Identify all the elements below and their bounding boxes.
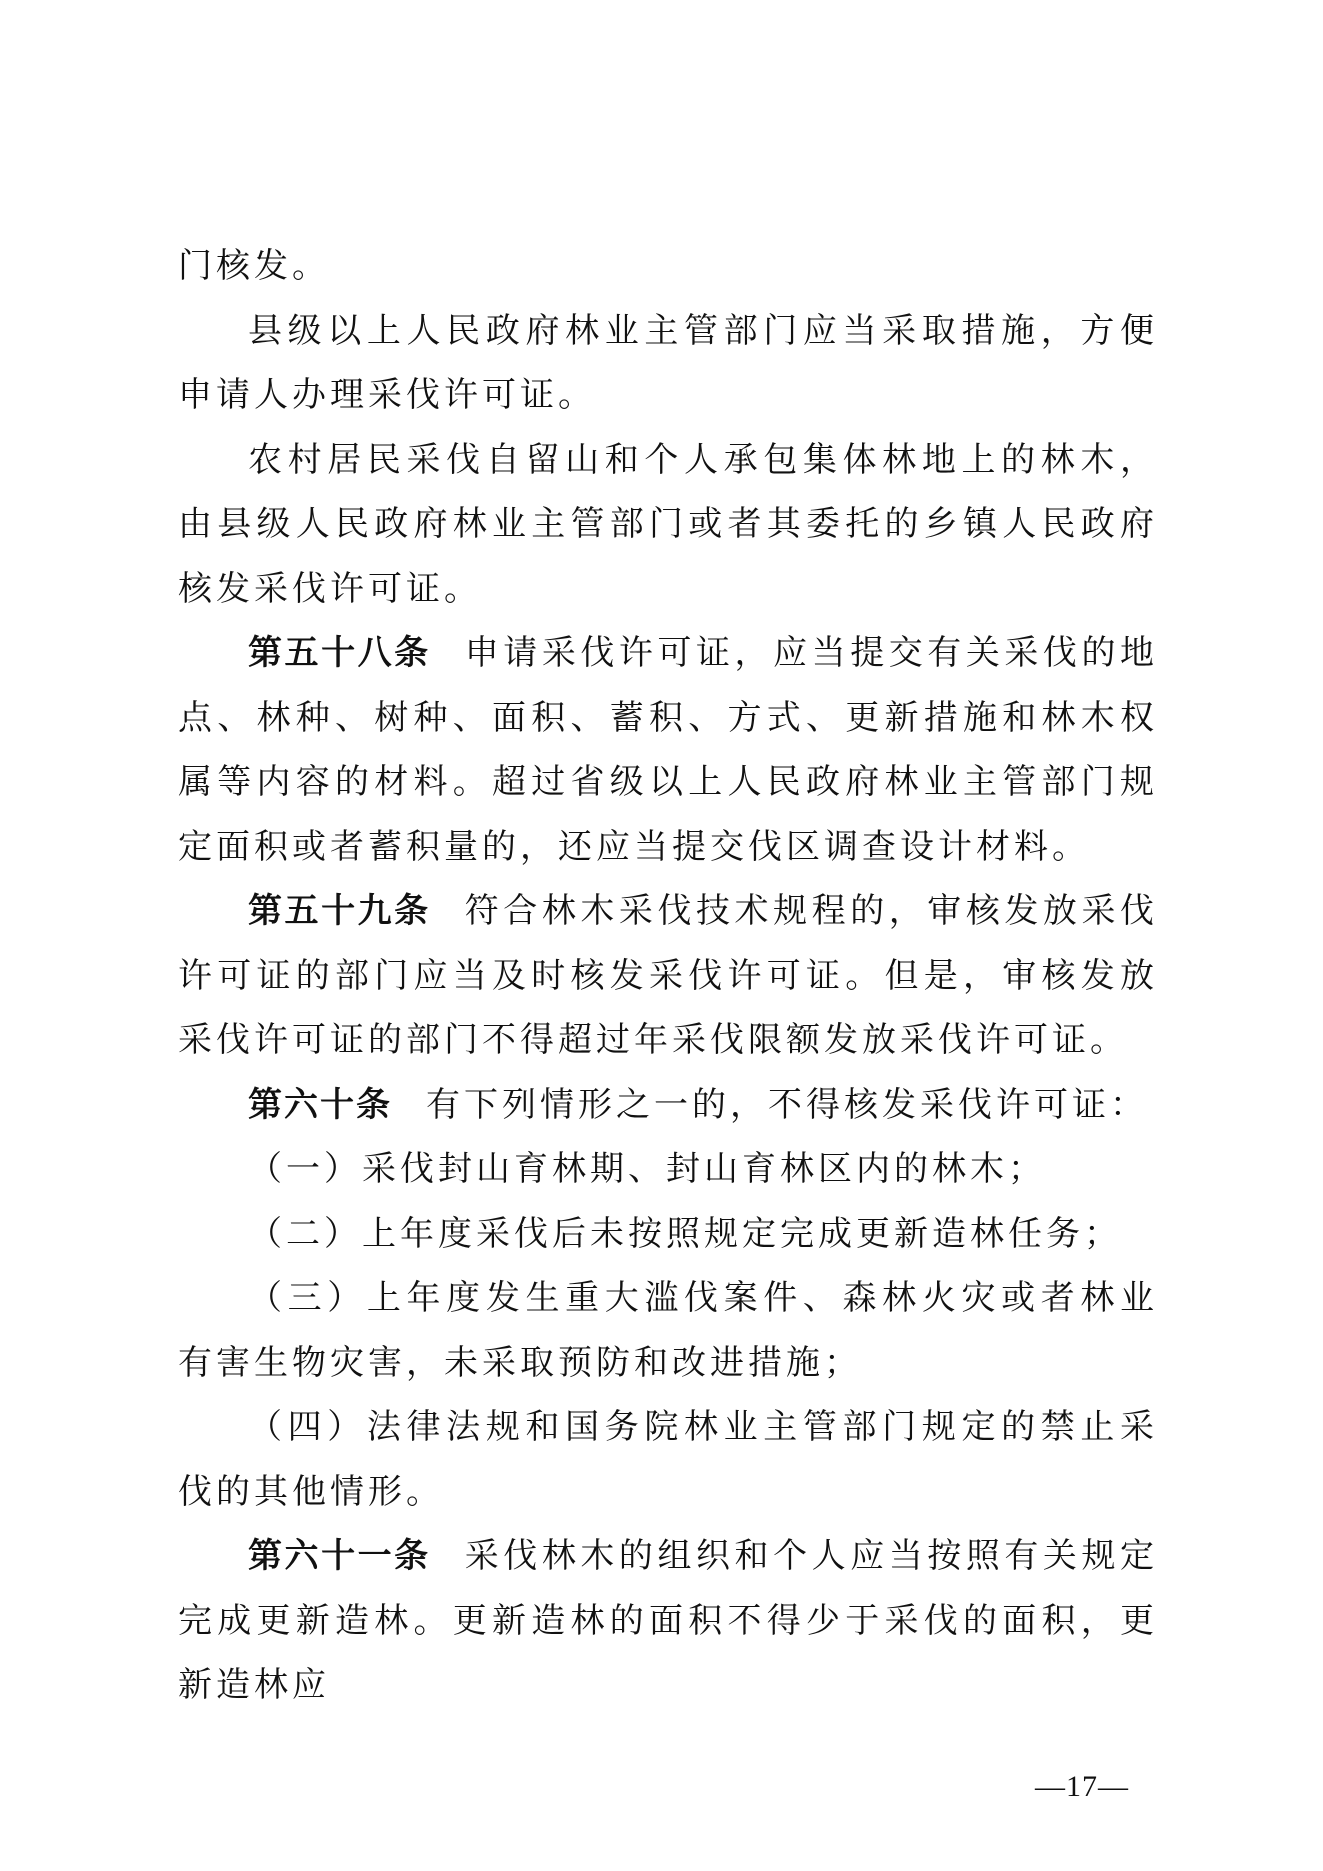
list-item-1 [178, 1137, 1158, 1202]
article-heading: 第五十八条 [248, 633, 431, 673]
list-item-text: （二）上年度采伐后未按照规定完成更新造林任务； [248, 1213, 1122, 1254]
article-61 [178, 1524, 1158, 1718]
list-item-3 [178, 1266, 1158, 1395]
article-text: 有下列情形之一的，不得核发采伐许可证： [426, 1084, 1148, 1125]
paragraph-continuation [178, 234, 1158, 299]
paragraph-rural-residents [178, 428, 1158, 622]
article-60 [178, 1073, 1158, 1138]
list-item-text: （三）上年度发生重大滥伐案件、森林火灾或者林业有害生物灾害，未采取预防和改进措施； [178, 1278, 1158, 1383]
paragraph-text: 门核发。 [178, 246, 330, 286]
article-text: 采伐林木的组织和个人应当按照有关规定完成更新造林。更新造林的面积不得少于采伐的面积，更新造林应 [178, 1536, 1159, 1705]
list-item-2 [178, 1202, 1158, 1267]
article-heading: 第六十条 [248, 1084, 392, 1125]
article-heading: 第五十九条 [248, 891, 431, 931]
paragraph-text: 农村居民采伐自留山和个人承包集体林地上的林木，由县级人民政府林业主管部门或者其委托的乡镇人民政府核发采伐许可证。 [178, 439, 1158, 609]
article-58 [178, 621, 1158, 879]
article-59 [178, 879, 1158, 1073]
list-item-text: （一）采伐封山育林期、封山育林区内的林木； [248, 1149, 1046, 1189]
article-text: 申请采伐许可证，应当提交有关采伐的地点、林种、树种、面积、蓄积、方式、更新措施和林木权属等内容的材料。超过省级以上人民政府林业主管部门规定面积或者蓄积量的，还应当提交伐区调查设计材料。 [178, 633, 1159, 867]
paragraph-text: 县级以上人民政府林业主管部门应当采取措施，方便申请人办理采伐许可证。 [178, 310, 1158, 415]
article-text: 符合林木采伐技术规程的，审核发放采伐许可证的部门应当及时核发采伐许可证。但是，审核发放采伐许可证的部门不得超过年采伐限额发放采伐许可证。 [178, 891, 1159, 1060]
article-heading: 第六十一条 [248, 1536, 431, 1576]
document-body [178, 234, 1158, 1718]
page-number: —17— [1035, 1770, 1129, 1803]
list-item-text: （四）法律法规和国务院林业主管部门规定的禁止采伐的其他情形。 [178, 1407, 1158, 1512]
paragraph-county-permit-convenience [178, 299, 1158, 428]
list-item-4 [178, 1395, 1158, 1524]
